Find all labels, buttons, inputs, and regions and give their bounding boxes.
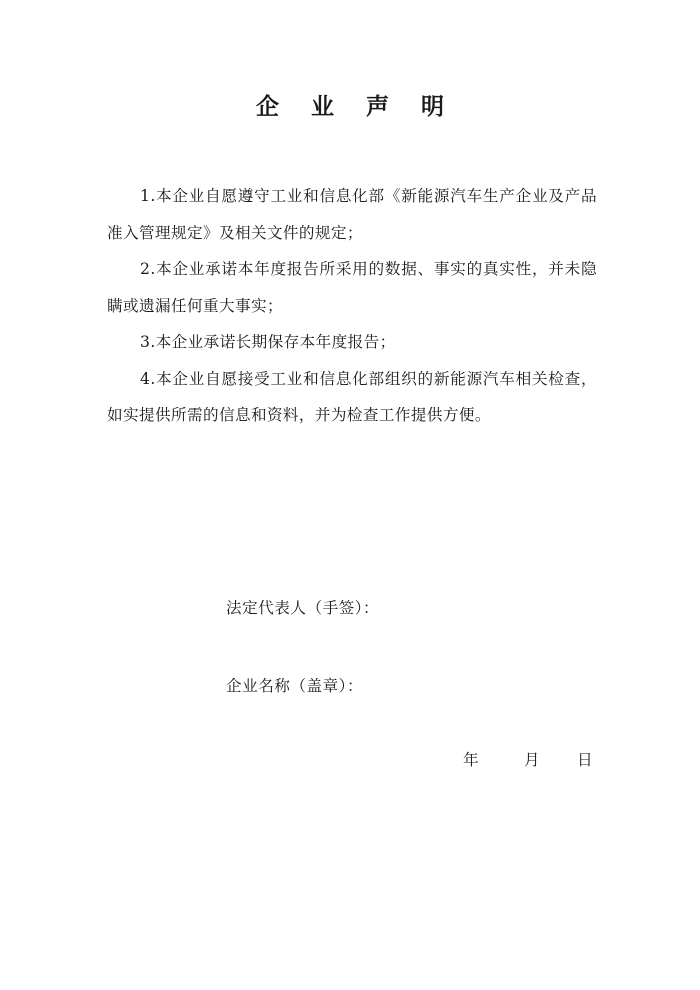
date-month-label: 月 xyxy=(524,751,540,769)
date-year-label: 年 xyxy=(463,751,479,769)
document-title: 企 业 声 明 xyxy=(255,94,457,120)
declaration-body xyxy=(107,178,597,434)
declaration-item-3: 3.本企业承诺长期保存本年度报告； xyxy=(140,333,396,351)
company-name-seal-label: 企业名称（盖章）： xyxy=(226,677,364,695)
legal-representative-signature-label: 法定代表人（手签）： xyxy=(226,599,380,617)
declaration-item-1: 1.本企业自愿遵守工业和信息化部《新能源汽车生产企业及产品准入管理规定》及相关文件的规定； xyxy=(107,187,597,242)
declaration-item-4: 4.本企业自愿接受工业和信息化部组织的新能源汽车相关检查，如实提供所需的信息和资料，并为检查工作提供方便。 xyxy=(107,369,597,424)
date-day-label: 日 xyxy=(577,751,593,769)
declaration-item-2: 2.本企业承诺本年度报告所采用的数据、事实的真实性，并未隐瞒或遗漏任何重大事实； xyxy=(107,260,597,315)
